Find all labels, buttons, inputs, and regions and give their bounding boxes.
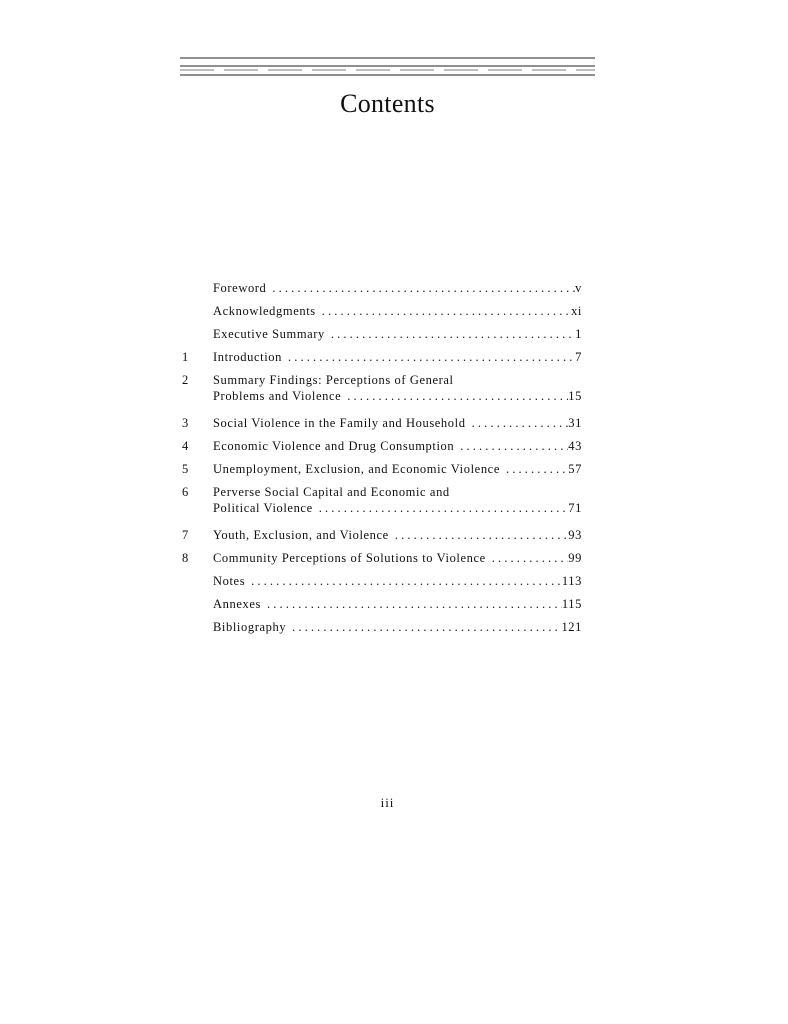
toc-entry-line — [213, 326, 582, 342]
toc-entry-number: 4 — [182, 439, 189, 453]
toc-entry-body — [213, 326, 582, 342]
toc-entry-line — [213, 550, 582, 566]
page-title: Contents — [340, 89, 435, 118]
toc-entry-body — [213, 461, 582, 477]
toc-entry-body — [213, 349, 582, 365]
toc-entry-line — [213, 527, 582, 543]
toc-entry-page: v — [575, 281, 582, 295]
toc-entry[interactable] — [182, 415, 582, 431]
toc-entry-number: 5 — [182, 462, 189, 476]
toc-entry-page: 99 — [568, 551, 582, 565]
toc-entry-title: Notes — [213, 574, 246, 588]
toc-entry-number: 1 — [182, 350, 189, 364]
toc-entry[interactable] — [182, 303, 582, 319]
toc-entry-title: Executive Summary — [213, 327, 325, 341]
toc-entry-body — [213, 372, 582, 404]
toc-entry-line — [213, 461, 582, 477]
toc-entry[interactable] — [182, 484, 582, 516]
dot-leader — [313, 500, 569, 516]
toc-entry-body — [213, 280, 582, 296]
toc-entry-title: Problems and Violence — [213, 389, 342, 403]
toc-entry-title: Annexes — [213, 597, 261, 611]
toc-entry-page: 93 — [568, 528, 582, 542]
toc-entry-page: 31 — [568, 416, 582, 430]
dot-leader — [261, 596, 562, 612]
toc-entry-page: xi — [571, 304, 582, 318]
toc-entry-number: 8 — [182, 551, 189, 565]
dot-leader — [316, 303, 571, 319]
toc-entry-title: Community Perceptions of Solutions to Violence — [213, 551, 486, 565]
dot-leader — [245, 573, 562, 589]
toc-entry-title: Acknowledgments — [213, 304, 316, 318]
toc-entry-title: Foreword — [213, 281, 267, 295]
toc-entry-body — [213, 527, 582, 543]
toc-entry-page: 15 — [568, 389, 582, 403]
dot-leader — [389, 527, 568, 543]
toc-entry-line — [213, 500, 582, 516]
toc-entry-title: Perverse Social Capital and Economic and — [213, 485, 450, 499]
toc-entry-title: Introduction — [213, 350, 282, 364]
toc-entry-title: Political Violence — [213, 501, 313, 515]
toc-entry-page: 115 — [561, 597, 582, 611]
dot-leader — [500, 461, 568, 477]
toc-entry-body — [213, 596, 582, 612]
toc-entry-body — [213, 573, 582, 589]
toc-entry-body — [213, 619, 582, 635]
toc-entry[interactable] — [182, 596, 582, 612]
toc-entry[interactable] — [182, 438, 582, 454]
toc-entry-page: 121 — [561, 620, 582, 634]
toc-entry[interactable] — [182, 372, 582, 404]
header-rules — [180, 57, 595, 77]
dot-leader — [325, 326, 575, 342]
toc-entry-body — [213, 438, 582, 454]
toc-entry-line — [213, 573, 582, 589]
toc-entry-page: 7 — [575, 350, 582, 364]
dot-leader — [286, 619, 561, 635]
toc-entry-title: Social Violence in the Family and Household — [213, 416, 466, 430]
toc-entry-body — [213, 550, 582, 566]
toc-entry-line — [213, 388, 582, 404]
toc-entry[interactable] — [182, 527, 582, 543]
toc-entry[interactable] — [182, 349, 582, 365]
toc-entry-title: Summary Findings: Perceptions of General — [213, 373, 454, 387]
toc-entry[interactable] — [182, 326, 582, 342]
toc-entry-body — [213, 303, 582, 319]
toc-entry[interactable] — [182, 619, 582, 635]
toc-entry-body — [213, 415, 582, 431]
toc-entry-page: 71 — [568, 501, 582, 515]
toc-entry-title: Bibliography — [213, 620, 287, 634]
dot-leader — [486, 550, 569, 566]
table-of-contents — [182, 280, 582, 635]
toc-entry-line — [213, 415, 582, 431]
toc-entry-number: 3 — [182, 416, 189, 430]
dot-leader — [454, 438, 568, 454]
toc-entry-line — [213, 438, 582, 454]
toc-entry-number: 7 — [182, 528, 189, 542]
dot-leader — [282, 349, 575, 365]
toc-entry-line — [213, 280, 582, 296]
toc-entry-number: 2 — [182, 373, 189, 387]
toc-entry-body — [213, 484, 582, 516]
toc-entry[interactable] — [182, 280, 582, 296]
toc-entry-page: 43 — [568, 439, 582, 453]
toc-entry-line — [213, 596, 582, 612]
page-number: iii — [380, 795, 395, 810]
toc-entry-line — [213, 349, 582, 365]
toc-entry-number: 6 — [182, 485, 189, 499]
toc-entry[interactable] — [182, 550, 582, 566]
toc-entry-page: 57 — [568, 462, 582, 476]
toc-entry-line — [213, 619, 582, 635]
toc-entry-title: Economic Violence and Drug Consumption — [213, 439, 455, 453]
toc-entry-page: 113 — [561, 574, 582, 588]
toc-entry-line — [213, 303, 582, 319]
dot-leader — [266, 280, 575, 296]
toc-entry-page: 1 — [575, 327, 582, 341]
toc-entry-title: Youth, Exclusion, and Violence — [213, 528, 389, 542]
toc-entry[interactable] — [182, 573, 582, 589]
dot-leader — [466, 415, 569, 431]
toc-entry-title: Unemployment, Exclusion, and Economic Violence — [213, 462, 500, 476]
dot-leader — [341, 388, 568, 404]
toc-entry[interactable] — [182, 461, 582, 477]
